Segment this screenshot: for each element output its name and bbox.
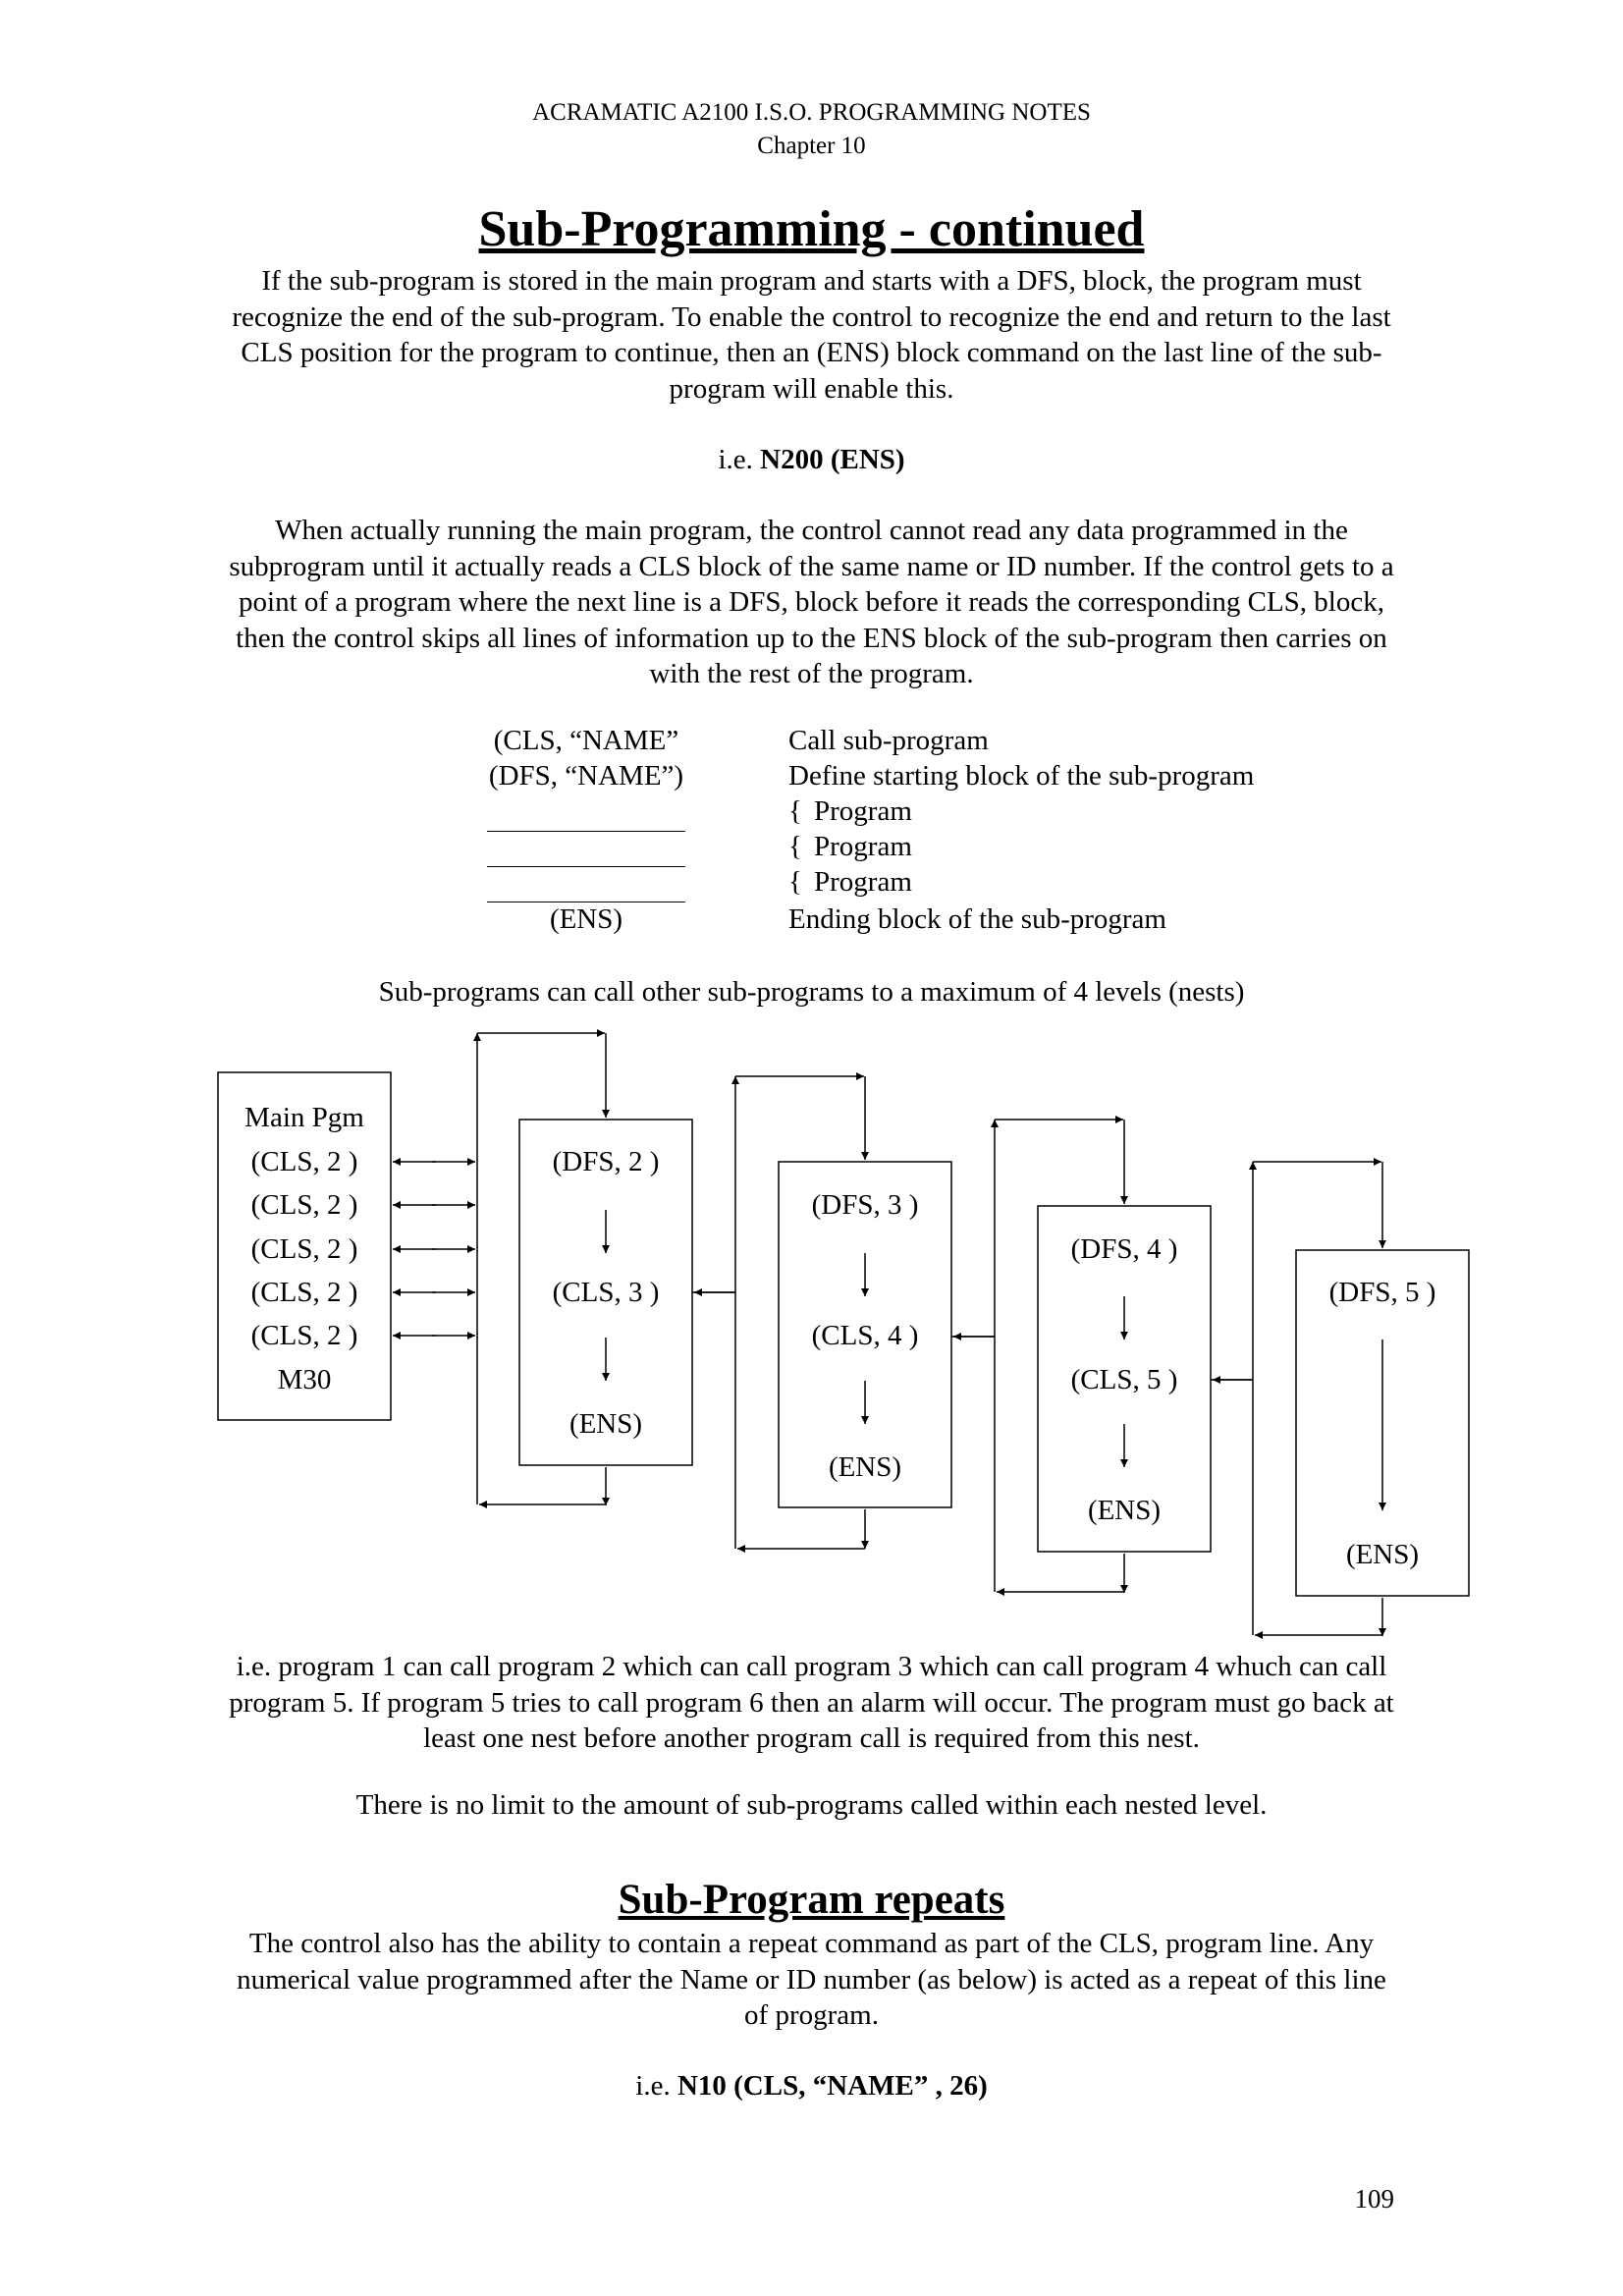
paragraph-running: When actually running the main program, the control cannot read any data programmed in the subprogram until it actually reads a CLS block of the same name or ID number. If the control gets to a point of a program where the next line is a DFS, block before it reads the corresponding CLS, block, then the control skips all lines of information up to the ENS block of the sub-program then carries on with the rest of the program. [229, 515, 1394, 689]
ens-label: (ENS) [1345, 1539, 1420, 1570]
header-chapter: Chapter 10 [757, 133, 866, 159]
brace: { [788, 866, 802, 898]
main-program-text [244, 1102, 364, 1395]
paragraph-repeats: The control also has the ability to contain a repeat command as part of the CLS, program line. Any numerical value programmed after the Name or ID number (as below) is acted as a repeat of this line of program. [237, 1928, 1386, 2031]
nesting-note: Sub-programs can call other sub-programs to a maximum of 4 levels (nests) [378, 976, 1245, 1008]
main-cls-line: (CLS, 2 ) [250, 1189, 358, 1221]
syntax-desc-text: Program [814, 795, 912, 827]
example-prefix: i.e. [635, 2070, 671, 2102]
paragraph-nesting-example: i.e. program 1 can call program 2 which can call program 3 which can call program 4 whuch can call program 5. If program 5 tries to call program 6 then an alarm will occur. The program must go back at least one nest before another program call is required from this nest. [229, 1651, 1394, 1754]
syntax-code: (CLS, “NAME” [493, 725, 679, 756]
main-m30-line: M30 [277, 1364, 332, 1395]
syntax-desc [788, 829, 912, 864]
main-pgm-label: Main Pgm [244, 1102, 364, 1133]
cls-label: (CLS, 3 ) [552, 1277, 660, 1308]
ens-label: (ENS) [1087, 1495, 1162, 1526]
header-title: ACRAMATIC A2100 I.S.O. PROGRAMMING NOTES [532, 99, 1091, 126]
dfs-label: (DFS, 2 ) [552, 1146, 660, 1177]
section-heading: Sub-Program repeats [618, 1877, 1005, 1923]
page-number: 109 [1354, 2184, 1394, 2214]
brace: { [788, 831, 802, 862]
paragraph-no-limit: There is no limit to the amount of sub-programs called within each nested level. [355, 1789, 1268, 1821]
program-line-blank [487, 866, 685, 867]
syntax-table [0, 723, 1623, 945]
syntax-code: (ENS) [549, 903, 623, 935]
example-prefix: i.e. [718, 444, 753, 475]
syntax-desc [788, 864, 912, 900]
nesting-diagram [0, 1021, 1623, 1650]
dfs-label: (DFS, 5 ) [1328, 1277, 1436, 1308]
cls-label: (CLS, 4 ) [811, 1320, 919, 1351]
syntax-desc-text: Program [814, 831, 912, 862]
example-ens [0, 442, 1623, 477]
ens-label: (ENS) [828, 1451, 902, 1483]
section-title-subprogramming [0, 200, 1623, 259]
syntax-desc: Define starting block of the sub-program [788, 760, 1255, 792]
example-repeat [0, 2068, 1623, 2104]
call-arrows-main [393, 1162, 475, 1336]
running-header [0, 96, 1623, 163]
syntax-desc-text: Program [814, 866, 912, 898]
syntax-desc: Call sub-program [788, 725, 989, 756]
program-line-blank [487, 831, 685, 832]
main-cls-line: (CLS, 2 ) [250, 1146, 358, 1177]
brace: { [788, 795, 802, 827]
dfs-label: (DFS, 3 ) [811, 1189, 919, 1221]
ens-label: (ENS) [568, 1408, 643, 1440]
dfs-label: (DFS, 4 ) [1070, 1233, 1178, 1265]
syntax-desc: Ending block of the sub-program [788, 903, 1166, 935]
main-cls-line: (CLS, 2 ) [250, 1320, 358, 1351]
paragraph-ens-intro: If the sub-program is stored in the main program and starts with a DFS, block, the program must recognize the end of the sub-program. To enable the control to recognize the end and return to the last CLS position for the program to continue, then an (ENS) block command on the last line of the sub-program will enable this. [232, 265, 1391, 405]
syntax-desc [788, 793, 912, 829]
example-code: N10 (CLS, “NAME” , 26) [676, 2070, 988, 2102]
example-code: N200 (ENS) [760, 444, 905, 475]
cls-label: (CLS, 5 ) [1070, 1364, 1178, 1395]
section-title-repeats [0, 1876, 1623, 1925]
syntax-code: (DFS, “NAME”) [488, 760, 684, 792]
main-cls-line: (CLS, 2 ) [250, 1233, 358, 1265]
main-cls-line: (CLS, 2 ) [250, 1277, 358, 1308]
page-title: Sub-Programming - continued [478, 201, 1145, 257]
